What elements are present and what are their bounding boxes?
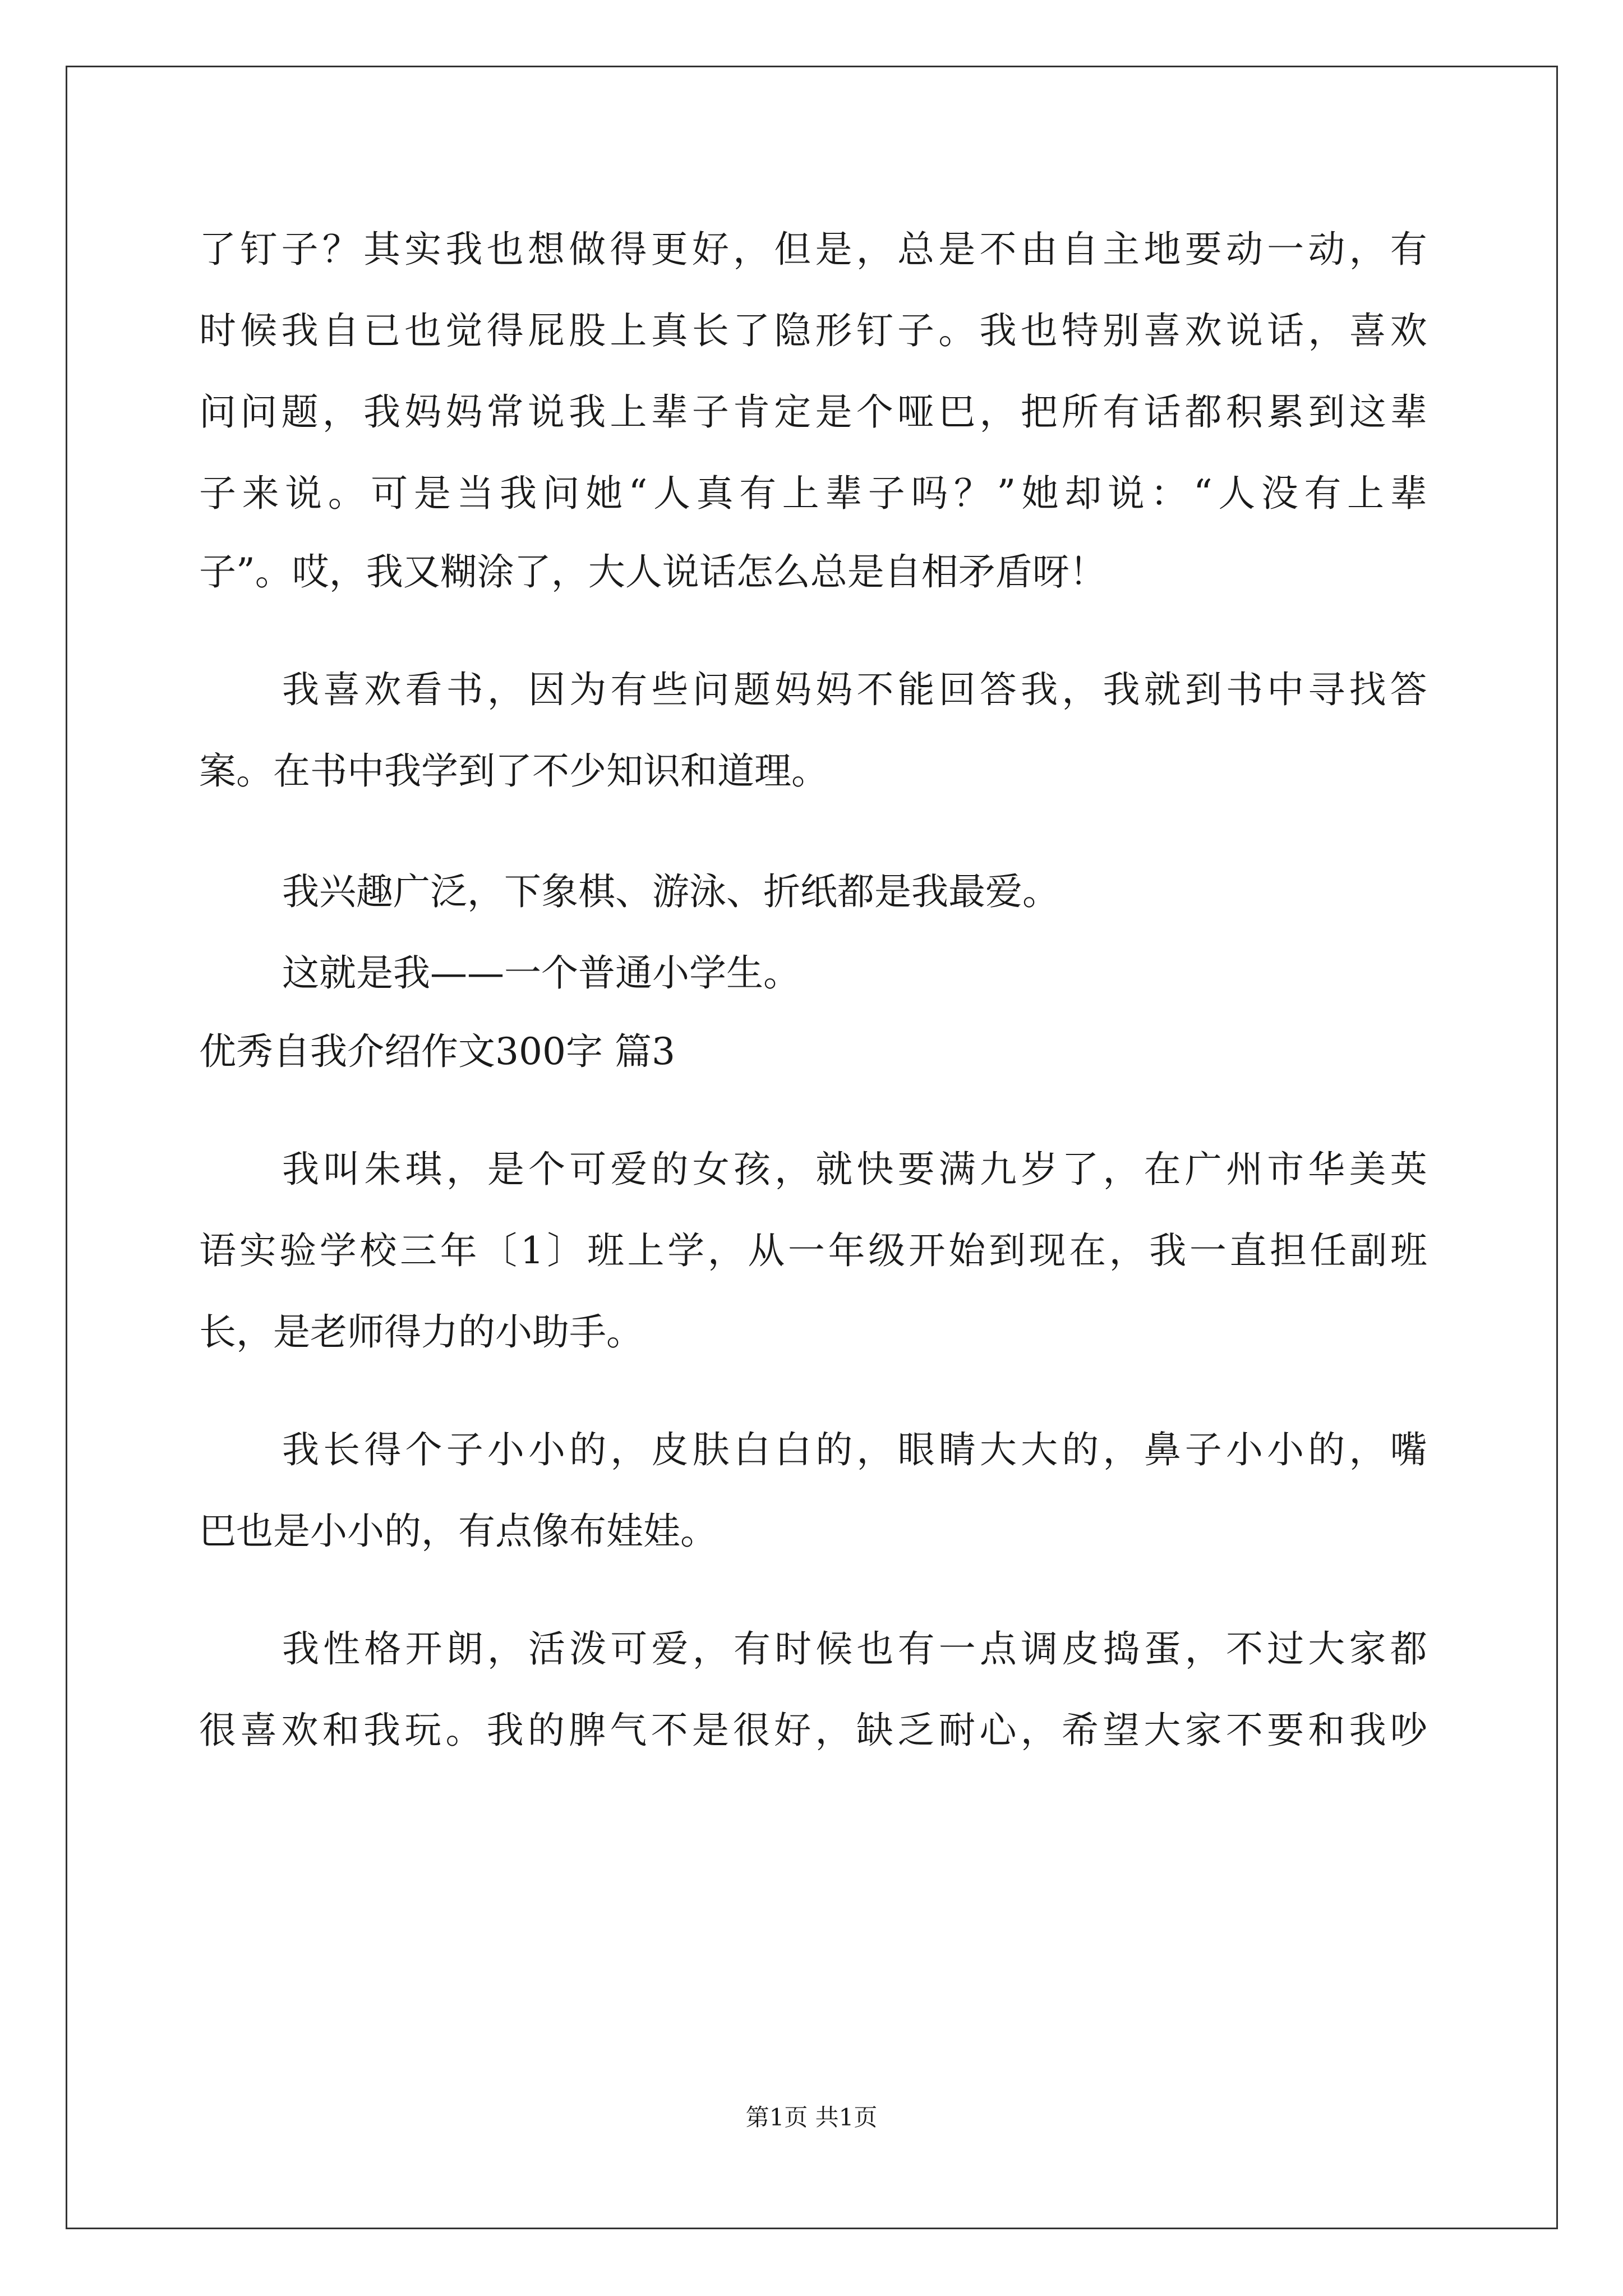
paragraph-line: 时 候 我 自 已 也 觉 得 屁 股 上 真 长 了 隐 形 钉 子 。 我 也 特 别 喜 欢 说 话 ， 喜 欢 bbox=[199, 309, 1427, 352]
paragraph-line: 子”。哎，我又糊涂了，大人说话怎么总是自相矛盾呀！ bbox=[199, 550, 1106, 593]
paragraph-line: 我兴趣广泛，下象棋、游泳、折纸都是我最爱。 bbox=[282, 870, 1059, 913]
paragraph-line: 子 来 说 。 可 是 当 我 问 她 “ 人 真 有 上 辈 子 吗 ？ ” 她 却 说 ： “ 人 没 有 上 辈 bbox=[199, 472, 1427, 515]
paragraph-line: 我 性 格 开 朗 ， 活 泼 可 爱 ， 有 时 候 也 有 一 点 调 皮 捣 蛋 ， 不 过 大 家 都 bbox=[282, 1627, 1427, 1671]
paragraph-line: 很 喜 欢 和 我 玩 。 我 的 脾 气 不 是 很 好 ， 缺 乏 耐 心 ， 希 望 大 家 不 要 和 我 吵 bbox=[199, 1709, 1427, 1752]
paragraph-line: 我 叫 朱 琪 ， 是 个 可 爱 的 女 孩 ， 就 快 要 满 九 岁 了 ， 在 广 州 市 华 美 英 bbox=[282, 1148, 1427, 1191]
paragraph-line: 我 长 得 个 子 小 小 的 ， 皮 肤 白 白 的 ， 眼 睛 大 大 的 ， 鼻 子 小 小 的 ， 嘴 bbox=[282, 1428, 1427, 1471]
paragraph-line: 巴也是小小的，有点像布娃娃。 bbox=[199, 1510, 717, 1553]
paragraph-line: 问 问 题 ， 我 妈 妈 常 说 我 上 辈 子 肯 定 是 个 哑 巴 ， 把 所 有 话 都 积 累 到 这 辈 bbox=[199, 390, 1427, 434]
paragraph-line: 这就是我——一个普通小学生。 bbox=[282, 951, 800, 995]
page-footer: 第1页 共1页 bbox=[745, 2104, 878, 2131]
paragraph-line: 了 钉 子 ？ 其 实 我 也 想 做 得 更 好 ， 但 是 ， 总 是 不 由 自 主 地 要 动 一 动 ， 有 bbox=[199, 228, 1427, 271]
paragraph-line: 语 实 验 学 校 三 年 〔 1 〕 班 上 学 ， 从 一 年 级 开 始 到 现 在 ， 我 一 直 担 任 副 班 bbox=[199, 1229, 1427, 1272]
paragraph-line: 优秀自我介绍作文300字 篇3 bbox=[199, 1030, 675, 1073]
paragraph-line: 案。在书中我学到了不少知识和道理。 bbox=[199, 749, 828, 793]
paragraph-line: 我 喜 欢 看 书 ， 因 为 有 些 问 题 妈 妈 不 能 回 答 我 ， 我 就 到 书 中 寻 找 答 bbox=[282, 668, 1427, 711]
paragraph-line: 长，是老师得力的小助手。 bbox=[199, 1310, 643, 1354]
